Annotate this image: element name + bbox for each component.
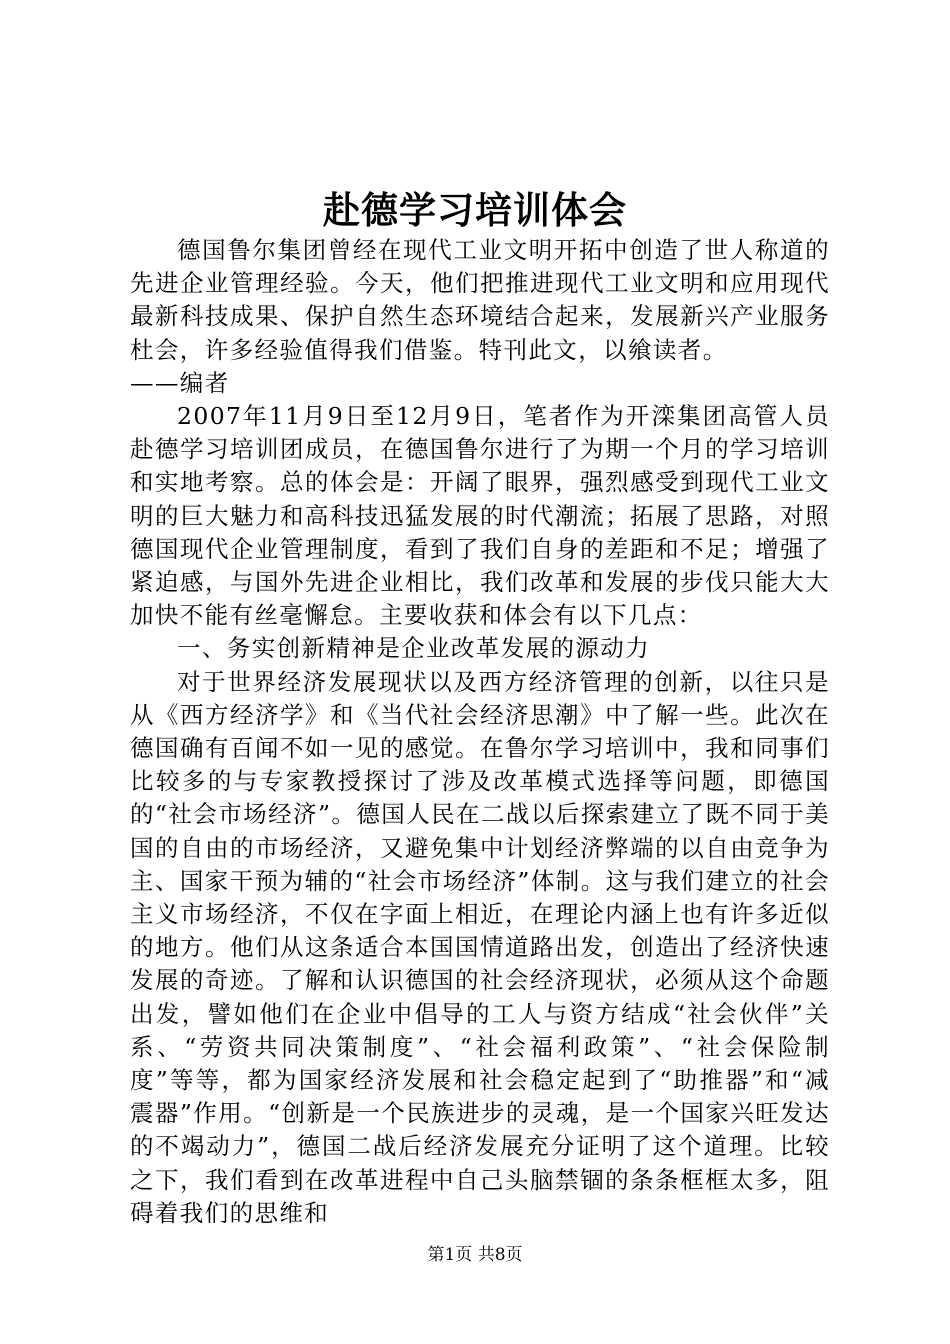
intro-paragraph: 2007年11月9日至12月9日，笔者作为开滦集团高管人员赴德学习培训团成员，在德国鲁尔进行了为期一个月的学习培训和实地考察。总的体会是：开阔了眼界，强烈感受到现代工业文明的巨大魅力和高科技迅猛发展的时代潮流；拓展了思路，对照德国现代企业管理制度，看到了我们自身的差距和不足；增强了紧迫感，与国外先进企业相比，我们改革和发展的步伐只能大大加快不能有丝毫懈怠。主要收获和体会有以下几点： [130, 402, 830, 630]
document-title: 赴德学习培训体会 [323, 188, 627, 232]
document-body [130, 234, 830, 1230]
section-heading: 一、务实创新精神是企业改革发展的源动力 [177, 634, 651, 663]
editor-signature: ——编者 [130, 368, 230, 397]
editor-note-paragraph: 德国鲁尔集团曾经在现代工业文明开拓中创造了世人称道的先进企业管理经验。今天，他们把推进现代工业文明和应用现代最新科技成果、保护自然生态环境结合起来，发展新兴产业服务杜会，许多经验值得我们借鉴。特刊此文，以飨读者。 [130, 236, 830, 364]
body-paragraph: 对于世界经济发展现状以及西方经济管理的创新，以往只是从《西方经济学》和《当代社会经济思潮》中了解一些。此次在德国确有百闻不如一见的感觉。在鲁尔学习培训中，我和同事们比较多的与专家教授探讨了涉及改革模式选择等问题，即德国的“社会市场经济”。德国人民在二战以后探索建立了既不同于美国的自由的市场经济，又避免集中计划经济弊端的以自由竞争为主、国家干预为辅的“社会市场经济”体制。这与我们建立的社会主义市场经济，不仅在字面上相近，在理论内涵上也有许多近似的地方。他们从这条适合本国国情道路出发，创造出了经济快速发展的奇迹。了解和认识德国的社会经济现状，必须从这个命题出发，譬如他们在企业中倡导的工人与资方结成“社会伙伴”关系、“劳资共同决策制度”、“社会福利政策”、“社会保险制度”等等，都为国家经济发展和社会稳定起到了“助推器”和“减震器”作用。“创新是一个民族进步的灵魂，是一个国家兴旺发达的不竭动力”，德国二战后经济发展充分证明了这个道理。比较之下，我们看到在改革进程中自己头脑禁锢的条条框框太多，阻碍着我们的思维和 [130, 667, 830, 1227]
page-footer: 第1页 共8页 [427, 1245, 523, 1265]
